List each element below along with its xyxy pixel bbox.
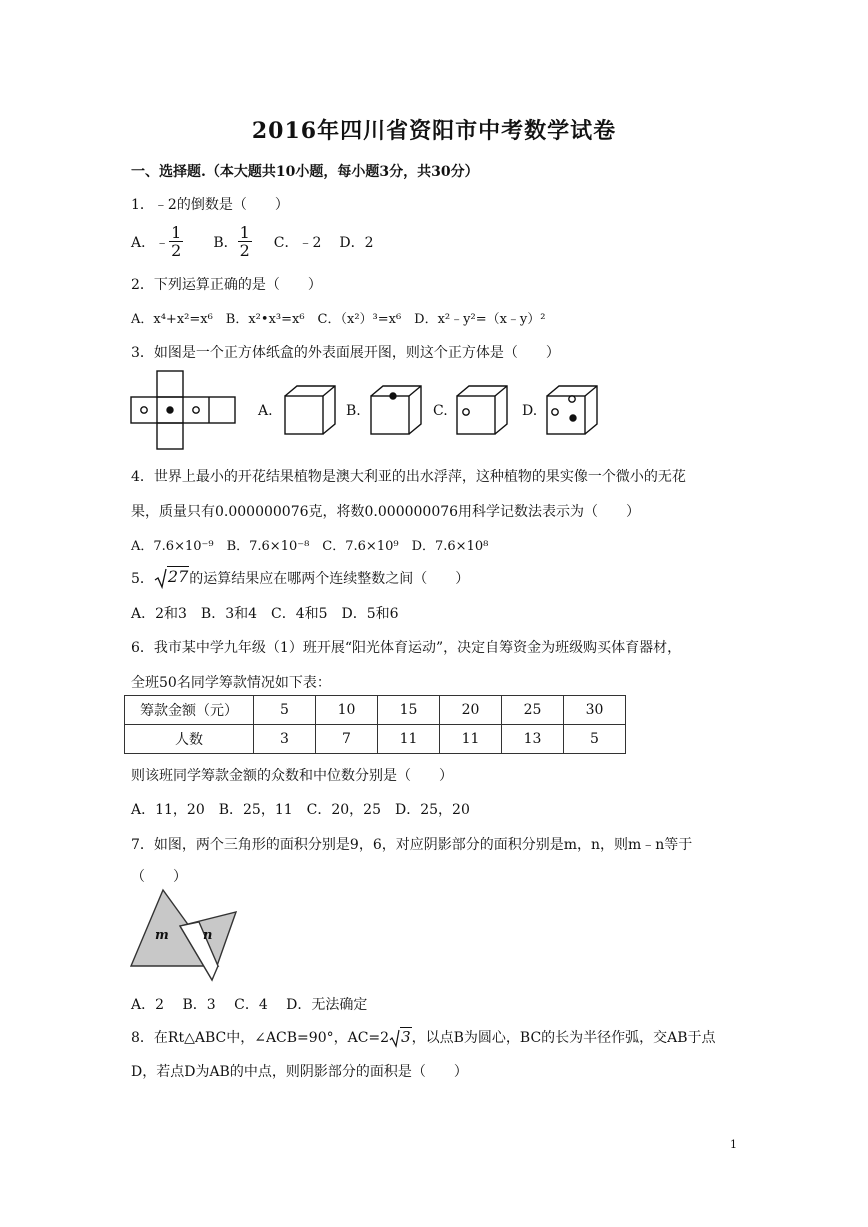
q6-donation-table	[124, 695, 626, 754]
q3-label-d: D.	[522, 403, 538, 419]
q6-after-table: 则该班同学筹款金额的众数和中位数分别是（ ）	[131, 768, 453, 784]
cube-option-c	[457, 386, 507, 434]
q8-line2: D，若点D为AB的中点，则阴影部分的面积是（ ）	[131, 1064, 468, 1080]
q7-line1: 7．如图，两个三角形的面积分别是9，6，对应阴影部分的面积分别是m，n，则m﹣n等于	[131, 837, 693, 853]
q5-stem: 5． 27 的运算结果应在哪两个连续整数之间（ ）	[131, 567, 470, 587]
q1-option-c: C．﹣2	[273, 234, 322, 251]
q1-option-a-prefix: A．﹣	[131, 234, 170, 251]
table-cell: 3	[254, 725, 316, 754]
q6-line1: 6．我市某中学九年级（1）班开展“阳光体育运动”，决定自筹资金为班级购买体育器材，	[131, 640, 682, 656]
q1-option-b-prefix: B．	[213, 234, 238, 251]
q4-line2: 果，质量只有0.000000076克，将数0.000000076用科学记数法表示为（ ）	[131, 504, 641, 520]
sqrt-sign-icon	[154, 568, 167, 588]
table-cell: 13	[502, 725, 564, 754]
table-cell: 25	[502, 696, 564, 725]
q5-stem-text: 的运算结果应在哪两个连续整数之间（ ）	[189, 570, 470, 587]
q4-options: A．7.6×10⁻⁹ B．7.6×10⁻⁸ C．7.6×10⁹ D．7.6×10⁸	[131, 539, 489, 554]
q1-a-numerator: 1	[171, 223, 182, 242]
table-cell: 10	[316, 696, 378, 725]
table-cell: 人数	[125, 725, 254, 754]
table-cell: 20	[440, 696, 502, 725]
q5-radicand: 27	[167, 567, 189, 586]
q1-b-numerator: 1	[239, 223, 250, 242]
table-cell: 15	[378, 696, 440, 725]
table-cell: 筹款金额（元）	[125, 696, 254, 725]
table-cell: 11	[378, 725, 440, 754]
table-cell: 30	[564, 696, 626, 725]
q6-line2: 全班50名同学筹款情况如下表：	[131, 675, 331, 691]
q1-option-d: D．2	[339, 234, 374, 251]
table-row	[125, 725, 626, 754]
q1-stem: 1．﹣2的倒数是（ ）	[131, 197, 289, 213]
q3-label-b: B.	[346, 403, 361, 419]
q2-stem: 2．下列运算正确的是（ ）	[131, 277, 322, 293]
q8-text-pre: 8．在Rt△ABC中，∠ACB=90°，AC=2	[131, 1030, 390, 1046]
q8-line1	[131, 1027, 716, 1047]
q3-label-c: C.	[433, 403, 448, 419]
q3-label-a: A.	[258, 403, 273, 419]
q7-options: A．2 B．3 C．4 D．无法确定	[131, 997, 368, 1013]
cube-option-d	[547, 386, 597, 434]
q8-radicand: 3	[401, 1027, 411, 1046]
sqrt-sign-icon	[389, 1029, 400, 1047]
table-row	[125, 696, 626, 725]
cube-option-a	[285, 386, 335, 434]
q7-line2: （ ）	[131, 869, 187, 885]
q1-a-denominator: 2	[171, 241, 182, 260]
q8-sqrt	[389, 1028, 412, 1047]
table-cell: 11	[440, 725, 502, 754]
table-cell: 5	[254, 696, 316, 725]
q7-label-n: n	[203, 928, 213, 943]
cube-option-b	[371, 386, 421, 434]
q8-text-post: ，以点B为圆心，BC的长为半径作弧，交AB于点	[411, 1030, 716, 1046]
table-cell: 7	[316, 725, 378, 754]
table-cell: 5	[564, 725, 626, 754]
q7-triangles-figure	[131, 890, 236, 980]
q6-options: A．11，20 B．25，11 C．20，25 D．25，20	[131, 802, 470, 818]
page-number: 1	[730, 1138, 737, 1151]
q5-sqrt	[154, 567, 189, 588]
q1-b-denominator: 2	[239, 241, 250, 260]
q2-options: A．x⁴+x²=x⁶ B．x²•x³=x⁶ C．（x²）³=x⁶ D．x²﹣y²=（x﹣y）²	[131, 312, 546, 327]
page-title: 2016年四川省资阳市中考数学试卷	[251, 118, 617, 144]
cube-net-figure	[131, 371, 235, 449]
q4-line1: 4．世界上最小的开花结果植物是澳大利亚的出水浮萍，这种植物的果实像一个微小的无花	[131, 469, 686, 485]
q7-label-m: m	[155, 928, 169, 943]
q3-stem: 3．如图是一个正方体纸盒的外表面展开图，则这个正方体是（ ）	[131, 345, 560, 361]
section-heading: 一、选择题.（本大题共10小题，每小题3分，共30分）	[131, 164, 479, 180]
q5-options: A．2和3 B．3和4 C．4和5 D．5和6	[131, 606, 399, 622]
